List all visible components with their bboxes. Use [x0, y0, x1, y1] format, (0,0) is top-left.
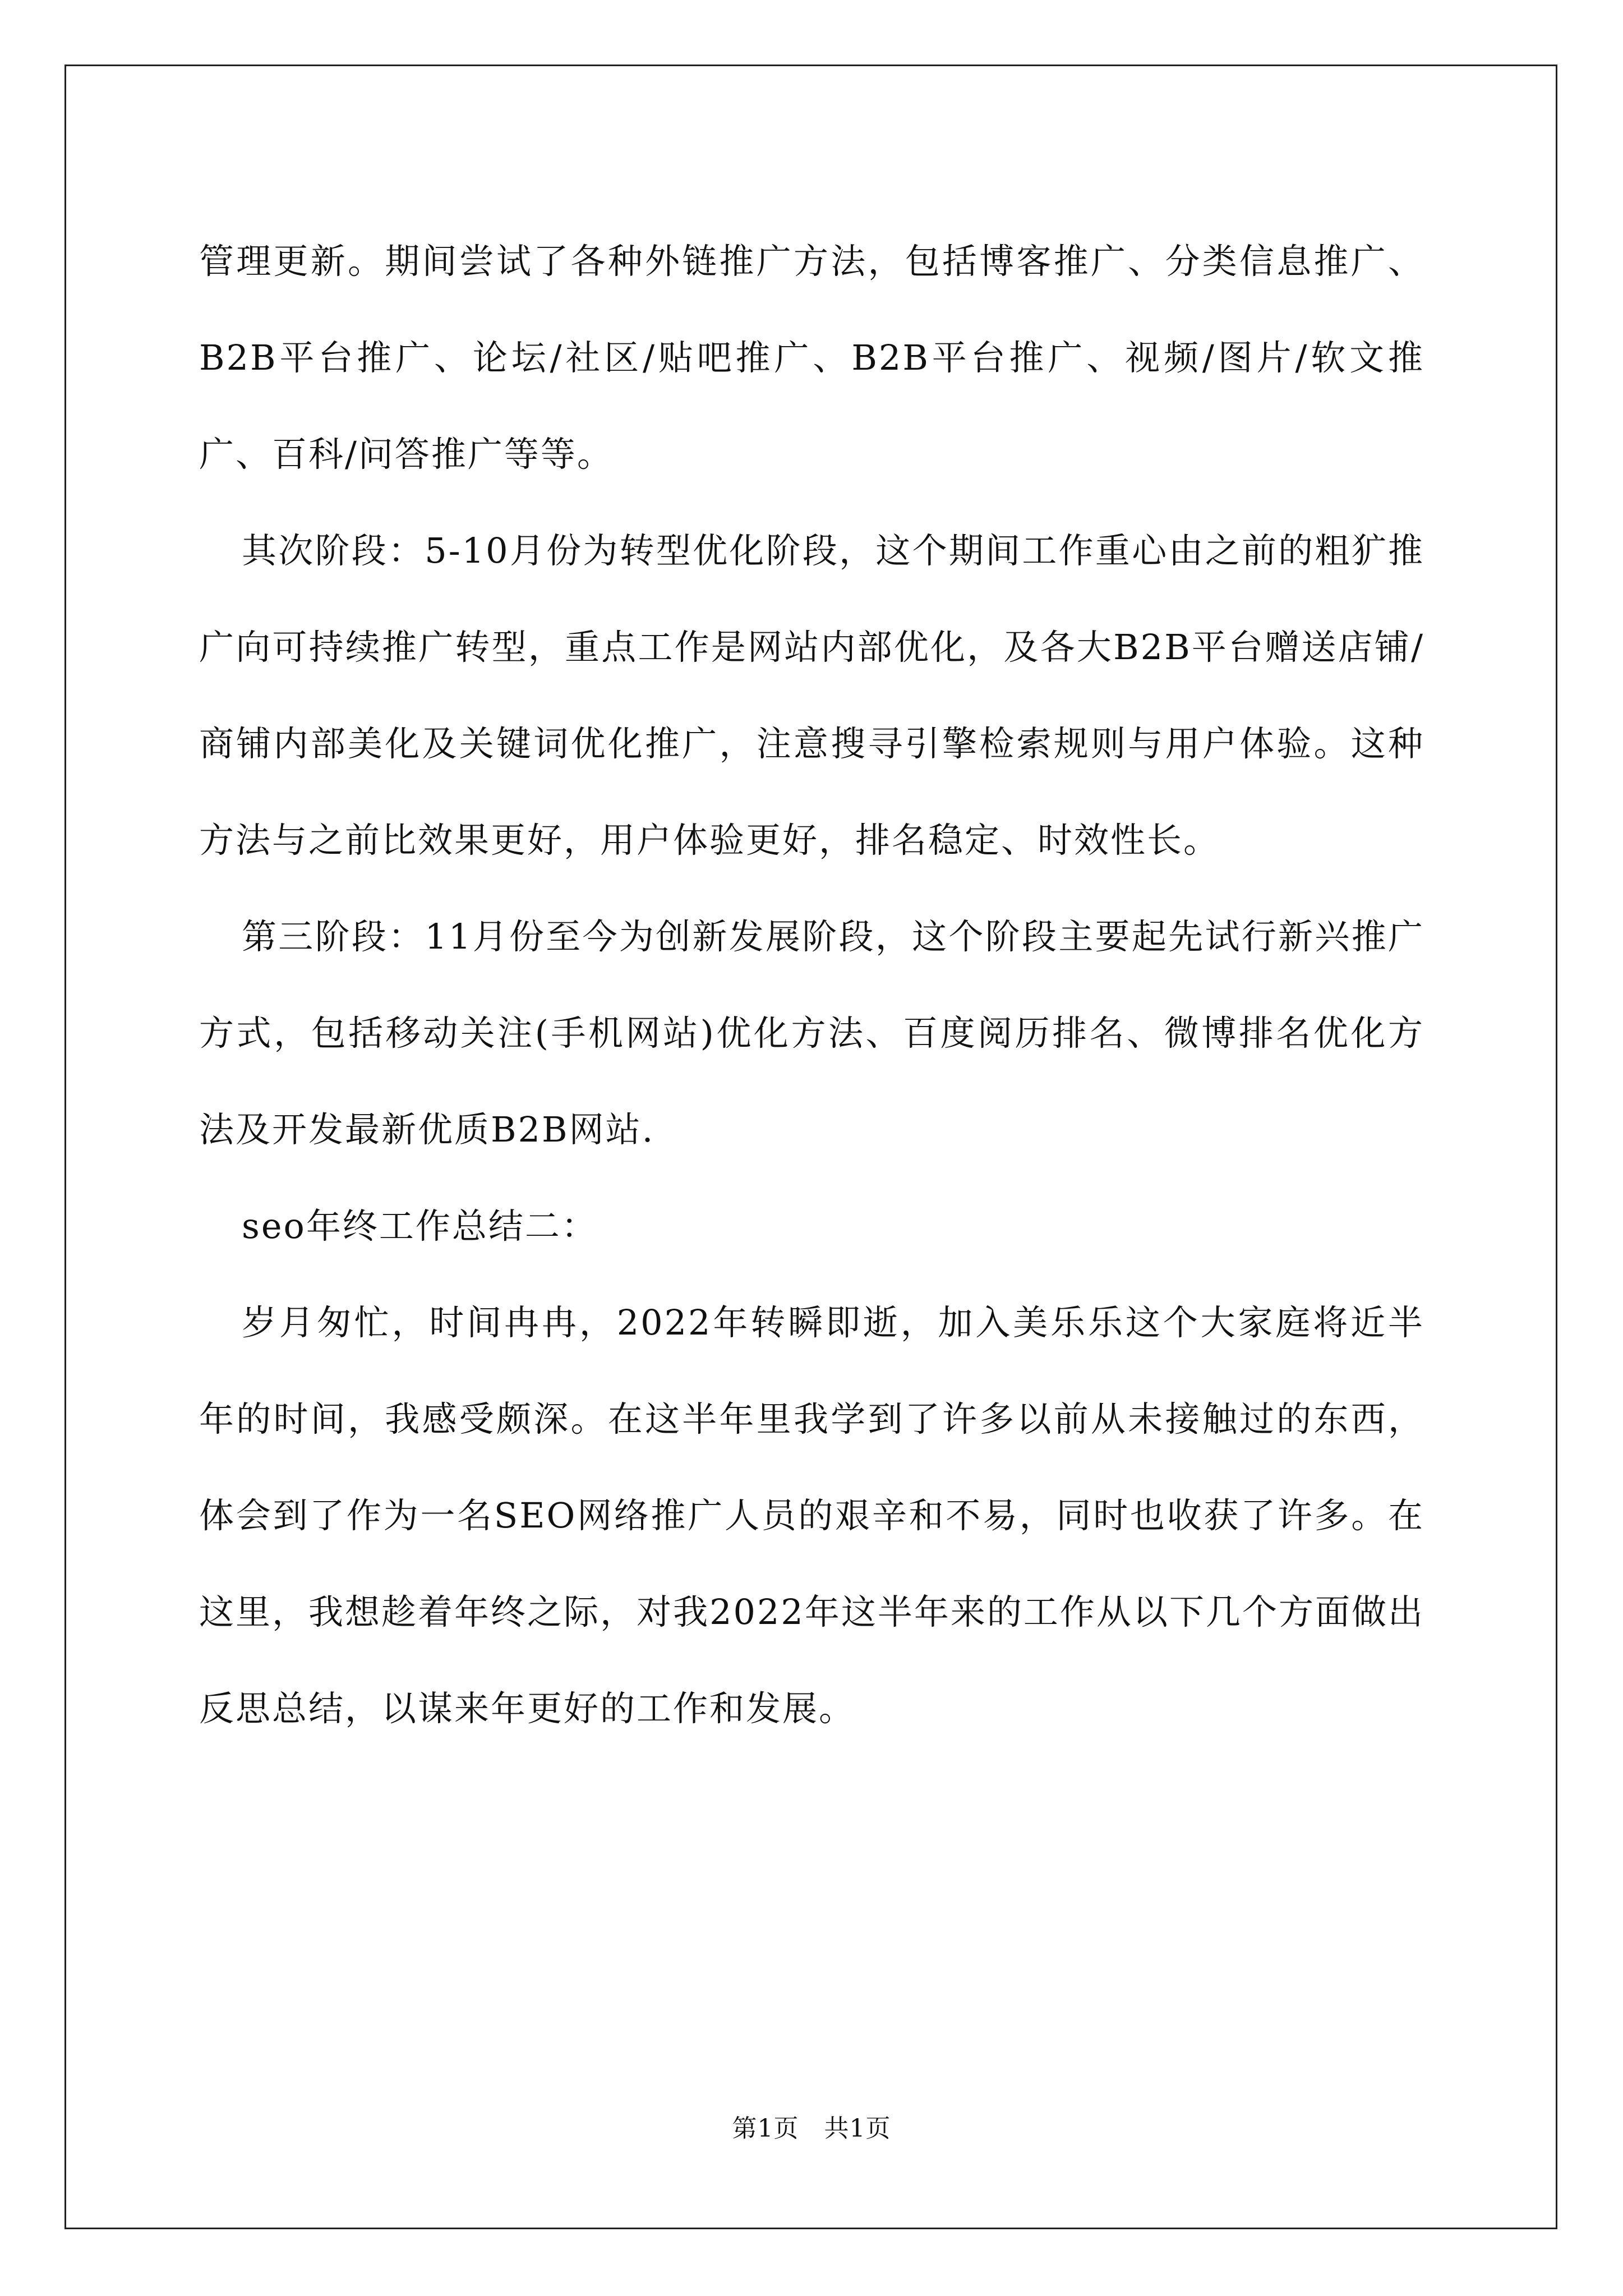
document-body [199, 213, 1424, 1757]
section-heading: seo年终工作总结二： [242, 1205, 598, 1246]
paragraph-third-stage: 第三阶段：11月份至今为创新发展阶段，这个阶段主要起先试行新兴推广方式，包括移动关注(手机网站)优化方法、百度阅历排名、微博排名优化方法及开发最新优质B2B网站. [199, 916, 1424, 1150]
paragraph-summary-intro: 岁月匆忙，时间冉冉，2022年转瞬即逝，加入美乐乐这个大家庭将近半年的时间，我感受颇深。在这半年里我学到了许多以前从未接触过的东西，体会到了作为一名SEO网络推广人员的艰辛和不易，同时也收获了许多。在这里，我想趁着年终之际，对我2022年这半年来的工作从以下几个方面做出反思总结，以谋来年更好的工作和发展。 [199, 1302, 1424, 1729]
paragraph-second-stage: 其次阶段：5-10月份为转型优化阶段，这个期间工作重心由之前的粗犷推广向可持续推广转型，重点工作是网站内部优化，及各大B2B平台赠送店铺/商铺内部美化及关键词优化推广，注意搜寻引擎检索规则与用户体验。这种方法与之前比效果更好，用户体验更好，排名稳定、时效性长。 [199, 530, 1424, 861]
paragraph-continuation: 管理更新。期间尝试了各种外链推广方法，包括博客推广、分类信息推广、B2B平台推广、论坛/社区/贴吧推广、B2B平台推广、视频/图片/软文推广、百科/问答推广等等。 [199, 241, 1424, 475]
page-footer: 第1页 共1页 [732, 2114, 891, 2143]
